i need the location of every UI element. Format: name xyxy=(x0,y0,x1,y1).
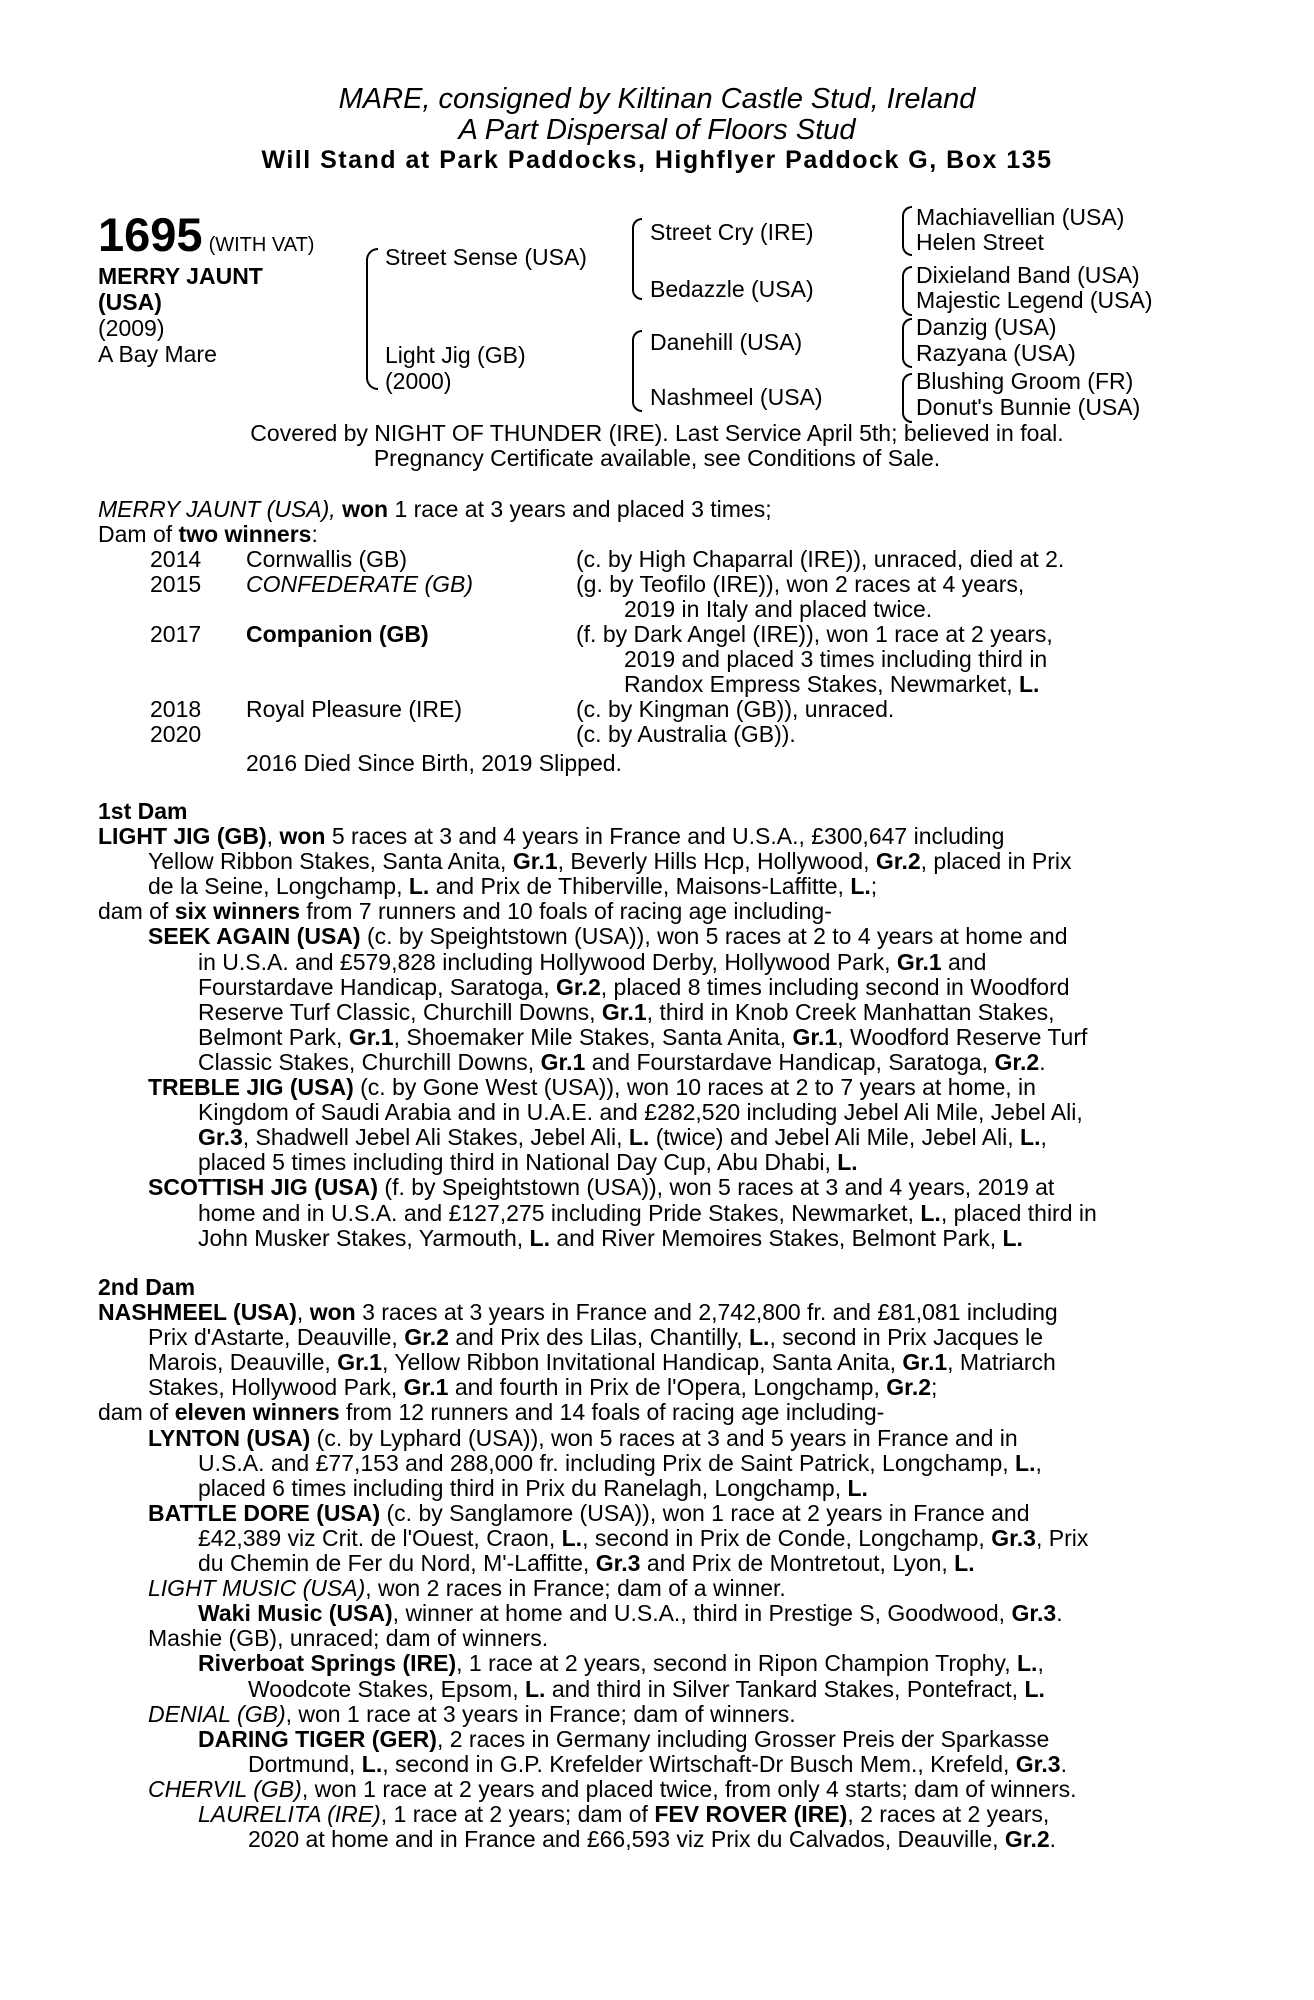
record-line: £42,389 viz Crit. de l'Ouest, Craon, L., second in Prix de Conde, Longchamp, Gr.3, Prix xyxy=(198,1524,1089,1551)
produce-name: Cornwallis (GB) xyxy=(246,546,408,572)
dss: Danzig (USA) xyxy=(916,314,1057,340)
sds: Dixieland Band (USA) xyxy=(916,262,1140,288)
horse-name: MERRY JAUNT xyxy=(98,263,263,289)
dam-dam: Nashmeel (USA) xyxy=(650,384,823,410)
pregnancy-note: Pregnancy Certificate available, see Conditions of Sale. xyxy=(373,445,941,471)
dam: Light Jig (GB) xyxy=(385,342,526,368)
produce-note: 2016 Died Since Birth, 2019 Slipped. xyxy=(246,750,622,776)
sire-dam: Bedazzle (USA) xyxy=(650,276,814,302)
sdd: Majestic Legend (USA) xyxy=(916,287,1153,313)
pedigree-brace xyxy=(632,330,642,412)
produce-detail: (c. by Kingman (GB)), unraced. xyxy=(576,696,895,722)
produce-detail: 2019 in Italy and placed twice. xyxy=(624,596,933,622)
consignor-line: MARE, consigned by Kiltinan Castle Stud, Ireland xyxy=(338,83,976,115)
dam-year: (2000) xyxy=(385,368,452,394)
record-line: Marois, Deauville, Gr.1, Yellow Ribbon Invitational Handicap, Santa Anita, Gr.1, Matriarch xyxy=(148,1349,1056,1376)
record-line: DENIAL (GB), won 1 race at 3 years in France; dam of winners. xyxy=(148,1700,796,1727)
pedigree-brace xyxy=(366,248,378,390)
record-line: DARING TIGER (GER), 2 races in Germany including Grosser Preis der Sparkasse xyxy=(198,1725,1050,1752)
vat-note: (WITH VAT) xyxy=(208,234,315,256)
pedigree-brace xyxy=(632,218,642,300)
produce-year: 2015 xyxy=(150,571,202,597)
record-line: LIGHT MUSIC (USA), won 2 races in France; dam of a winner. xyxy=(148,1575,786,1602)
produce-year: 2018 xyxy=(150,696,202,722)
ddd: Donut's Bunnie (USA) xyxy=(916,394,1141,420)
ssd: Helen Street xyxy=(916,229,1044,255)
dsd: Razyana (USA) xyxy=(916,340,1076,366)
produce-year: 2020 xyxy=(150,721,202,747)
mare-record: MERRY JAUNT (USA), won 1 race at 3 years and placed 3 times; xyxy=(98,496,772,522)
record-line: Prix d'Astarte, Deauville, Gr.2 and Prix des Lilas, Chantilly, L., second in Prix Jacques le xyxy=(148,1324,1044,1351)
record-line: Riverboat Springs (IRE), 1 race at 2 years, second in Ripon Champion Trophy, L., xyxy=(198,1650,1044,1677)
horse-country: (USA) xyxy=(98,289,162,315)
record-line: dam of six winners from 7 runners and 10 foals of racing age including- xyxy=(98,898,832,925)
record-line: Belmont Park, Gr.1, Shoemaker Mile Stakes, Santa Anita, Gr.1, Woodford Reserve Turf xyxy=(198,1023,1088,1050)
produce-year: 2014 xyxy=(150,546,202,572)
record-line: LYNTON (USA) (c. by Lyphard (USA)), won 5 races at 3 and 5 years in France and in xyxy=(148,1424,1018,1451)
record-line: Kingdom of Saudi Arabia and in U.A.E. and £282,520 including Jebel Ali Mile, Jebel Ali, xyxy=(198,1099,1083,1126)
record-line: LIGHT JIG (GB), won 5 races at 3 and 4 years in France and U.S.A., £300,647 including xyxy=(98,823,1005,849)
sire: Street Sense (USA) xyxy=(385,244,587,270)
record-line: Classic Stakes, Churchill Downs, Gr.1 and Fourstardave Handicap, Saratoga, Gr.2. xyxy=(198,1048,1046,1075)
record-line: NASHMEEL (USA), won 3 races at 3 years in France and 2,742,800 fr. and £81,081 including xyxy=(98,1299,1058,1325)
pedigree-brace xyxy=(902,373,912,423)
record-line: home and in U.S.A. and £127,275 including Pride Stakes, Newmarket, L., placed third in xyxy=(198,1199,1097,1226)
mare-dam-of: Dam of two winners: xyxy=(98,521,318,547)
covered-note: Covered by NIGHT OF THUNDER (IRE). Last Service April 5th; believed in foal. xyxy=(250,420,1064,446)
dds: Blushing Groom (FR) xyxy=(916,368,1134,394)
pedigree-brace xyxy=(902,318,912,368)
record-line: Yellow Ribbon Stakes, Santa Anita, Gr.1, Beverly Hills Hcp, Hollywood, Gr.2, placed in Prix xyxy=(148,848,1072,875)
dispersal-line: A Part Dispersal of Floors Stud xyxy=(458,114,856,146)
record-line: U.S.A. and £77,153 and 288,000 fr. including Prix de Saint Patrick, Longchamp, L., xyxy=(198,1449,1042,1476)
second-dam-heading: 2nd Dam xyxy=(98,1274,196,1300)
record-line: Mashie (GB), unraced; dam of winners. xyxy=(148,1625,549,1652)
record-line: placed 6 times including third in Prix du Ranelagh, Longchamp, L. xyxy=(198,1474,868,1501)
produce-name: CONFEDERATE (GB) xyxy=(246,571,474,597)
produce-detail: (c. by Australia (GB)). xyxy=(576,721,796,747)
produce-name: Companion (GB) xyxy=(246,621,429,647)
produce-name: Royal Pleasure (IRE) xyxy=(246,696,463,722)
record-line: BATTLE DORE (USA) (c. by Sanglamore (USA)), won 1 race at 2 years in France and xyxy=(148,1499,1030,1526)
produce-detail: (g. by Teofilo (IRE)), won 2 races at 4 years, xyxy=(576,571,1025,597)
record-line: Fourstardave Handicap, Saratoga, Gr.2, placed 8 times including second in Woodford xyxy=(198,973,1070,1000)
horse-description: A Bay Mare xyxy=(98,341,217,367)
record-line: Stakes, Hollywood Park, Gr.1 and fourth in Prix de l'Opera, Longchamp, Gr.2; xyxy=(148,1374,938,1401)
lot-number: 1695 (WITH VAT) xyxy=(98,208,315,261)
produce-detail: Randox Empress Stakes, Newmarket, L. xyxy=(624,671,1040,697)
record-line: de la Seine, Longchamp, L. and Prix de Thiberville, Maisons-Laffitte, L.; xyxy=(148,873,878,900)
dam-sire: Danehill (USA) xyxy=(650,329,803,355)
horse-year: (2009) xyxy=(98,315,165,341)
produce-year: 2017 xyxy=(150,621,202,647)
record-line: SCOTTISH JIG (USA) (f. by Speightstown (USA)), won 5 races at 3 and 4 years, 2019 at xyxy=(148,1174,1055,1201)
record-line: in U.S.A. and £579,828 including Hollywood Derby, Hollywood Park, Gr.1 and xyxy=(198,948,987,975)
pedigree-brace xyxy=(902,206,912,256)
record-line: SEEK AGAIN (USA) (c. by Speightstown (USA)), won 5 races at 2 to 4 years at home and xyxy=(148,923,1068,950)
record-line: Reserve Turf Classic, Churchill Downs, Gr.1, third in Knob Creek Manhattan Stakes, xyxy=(198,998,1055,1025)
record-line: LAURELITA (IRE), 1 race at 2 years; dam of FEV ROVER (IRE), 2 races at 2 years, xyxy=(198,1801,1050,1827)
produce-detail: 2019 and placed 3 times including third in xyxy=(624,646,1048,672)
first-dam-heading: 1st Dam xyxy=(98,798,188,824)
record-line: 2020 at home and in France and £66,593 viz Prix du Calvados, Deauville, Gr.2. xyxy=(248,1826,1057,1853)
sire-sire: Street Cry (IRE) xyxy=(650,219,814,245)
record-line: placed 5 times including third in National Day Cup, Abu Dhabi, L. xyxy=(198,1149,858,1176)
record-line: du Chemin de Fer du Nord, M'-Laffitte, Gr.3 and Prix de Montretout, Lyon, L. xyxy=(198,1550,975,1576)
record-line: Waki Music (USA), winner at home and U.S.A., third in Prestige S, Goodwood, Gr.3. xyxy=(198,1600,1063,1627)
record-line: Woodcote Stakes, Epsom, L. and third in Silver Tankard Stakes, Pontefract, L. xyxy=(248,1675,1045,1702)
produce-detail: (f. by Dark Angel (IRE)), won 1 race at 2 years, xyxy=(576,621,1053,647)
record-line: TREBLE JIG (USA) (c. by Gone West (USA)), won 10 races at 2 to 7 years at home, in xyxy=(148,1074,1036,1100)
stand-location: Will Stand at Park Paddocks, Highflyer Paddock G, Box 135 xyxy=(261,146,1053,174)
record-line: dam of eleven winners from 12 runners and 14 foals of racing age including- xyxy=(98,1399,885,1426)
record-line: Dortmund, L., second in G.P. Krefelder Wirtschaft-Dr Busch Mem., Krefeld, Gr.3. xyxy=(248,1750,1067,1777)
record-line: CHERVIL (GB), won 1 race at 2 years and placed twice, from only 4 starts; dam of winners. xyxy=(148,1775,1077,1802)
record-line: John Musker Stakes, Yarmouth, L. and River Memoires Stakes, Belmont Park, L. xyxy=(198,1224,1023,1251)
record-line: Gr.3, Shadwell Jebel Ali Stakes, Jebel Ali, L. (twice) and Jebel Ali Mile, Jebel Ali, L., xyxy=(198,1124,1047,1151)
sss: Machiavellian (USA) xyxy=(916,204,1125,230)
produce-detail: (c. by High Chaparral (IRE)), unraced, died at 2. xyxy=(576,546,1065,572)
pedigree-brace xyxy=(902,266,912,316)
